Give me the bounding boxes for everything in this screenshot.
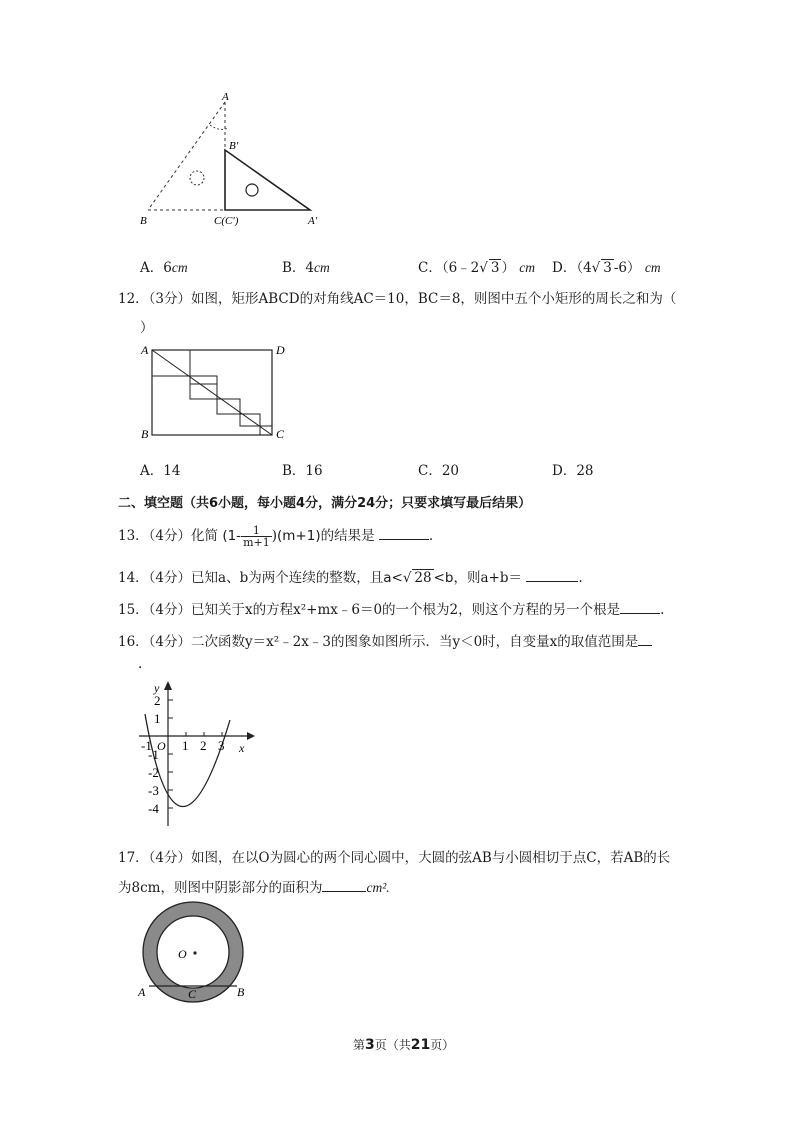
q15: 15．（4分）已知关于x的方程x²+mx﹣6＝0的一个根为2，则这个方程的另一个根是 .	[118, 602, 665, 618]
y-tick-neg2: -2	[148, 765, 159, 780]
q16-line2: .	[138, 656, 143, 672]
x-tick-1: 1	[182, 738, 189, 753]
triangle-abc-prime	[225, 150, 310, 210]
x-tick-neg1: -1	[141, 738, 152, 753]
origin-label: O	[157, 739, 166, 753]
y-tick-neg1: -1	[148, 747, 159, 762]
q12-option-d: D．28	[552, 463, 594, 479]
label-a: A	[141, 343, 149, 357]
solid-circle	[246, 184, 258, 196]
inner-circle	[157, 916, 229, 988]
y-tick-2: 2	[154, 693, 161, 708]
x-axis-arrow	[247, 732, 255, 740]
q14: 14．（4分）已知a、b为两个连续的整数，且a<√ 28 <b，则a+b＝ .	[118, 570, 583, 586]
label-d: D	[276, 343, 285, 357]
x-tick-2: 2	[200, 738, 207, 753]
diagonal-ac	[152, 350, 272, 435]
q16-line1: 16．（4分）二次函数y＝x²﹣2x﹣3的图象如图所示．当y＜0时，自变量x的取值范围是	[118, 630, 652, 650]
label-a: A	[138, 985, 146, 999]
label-c: C	[276, 427, 285, 441]
q11-option-d: D．（4√ 3 -6） cm	[552, 260, 661, 276]
q11-option-a: A．6cm	[140, 260, 188, 276]
page-footer: 第3页（共21页）	[353, 1037, 455, 1053]
q17-line1: 17．（4分）如图，在以O为圆心的两个同心圆中，大圆的弦AB与小圆相切于点C，若AB的长	[118, 850, 671, 866]
q12-figure	[135, 338, 295, 448]
q13: 13．（4分）化简 (1- $\frac{1}{m+1}$ )(m+1)的结果是 .	[118, 524, 434, 549]
y-tick-neg4: -4	[148, 801, 159, 816]
label-o: O	[178, 947, 187, 961]
q12-option-c: C．20	[418, 463, 460, 479]
q12-option-b: B．16	[282, 463, 323, 479]
y-tick-marks	[168, 700, 173, 808]
dashed-line-ab	[148, 102, 225, 210]
label-c-cprime: C(C′)	[214, 215, 239, 227]
label-c: C	[188, 987, 197, 1001]
x-axis-label: x	[239, 741, 245, 755]
center-point	[193, 951, 196, 954]
q11-figure	[130, 90, 350, 235]
q12-option-a: A．14	[140, 463, 181, 479]
q16-parabola-graph	[135, 676, 260, 831]
q11-option-b: B．4cm	[282, 260, 330, 276]
label-b: B	[237, 985, 245, 999]
q12-text-line1: 12．（3分）如图，矩形ABCD的对角线AC＝10，BC＝8，则图中五个小矩形的周长之和为（	[118, 291, 677, 307]
label-b-prime: B′	[229, 140, 239, 152]
y-axis-arrow	[164, 681, 172, 690]
label-a: A	[222, 91, 229, 103]
y-tick-neg3: -3	[148, 783, 159, 798]
label-a-prime: A′	[308, 215, 318, 227]
section-heading: 二、填空题（共6小题，每小题4分，满分24分；只要求填写最后结果）	[118, 496, 532, 511]
label-b: B	[141, 427, 149, 441]
label-b: B	[140, 215, 147, 227]
y-tick-1: 1	[154, 711, 161, 726]
q17-concentric-circles	[130, 900, 255, 1010]
q17-line2: 为8cm，则图中阴影部分的面积为 cm².	[118, 880, 390, 896]
q12-text-line2: ）	[140, 320, 154, 336]
y-axis-label: y	[154, 681, 160, 695]
dashed-circle	[190, 171, 204, 185]
x-tick-3: 3	[218, 738, 225, 753]
q11-option-c: C．（6﹣2√ 3 ） cm	[418, 260, 536, 276]
